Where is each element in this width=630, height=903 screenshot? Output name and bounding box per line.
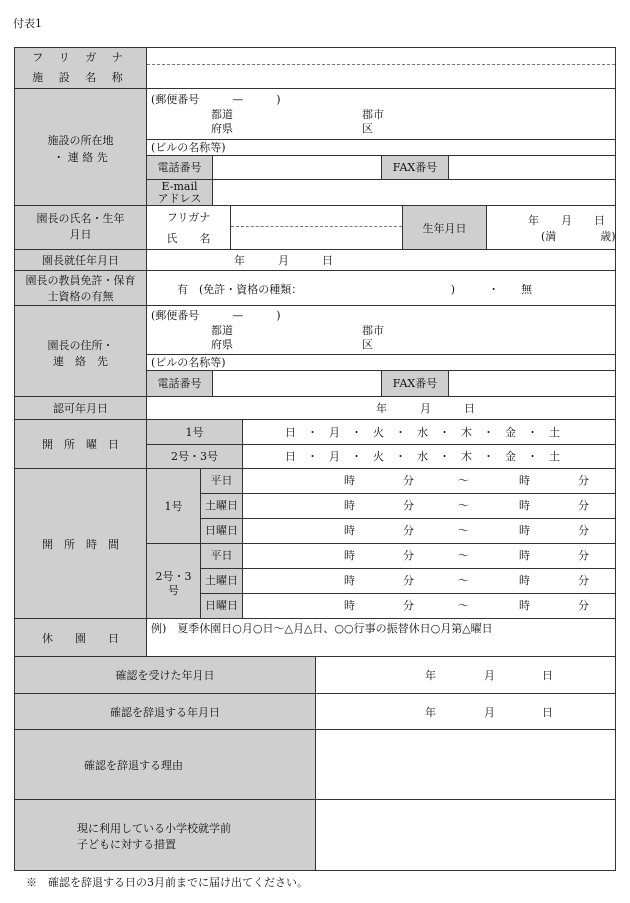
director-name-label-2: 月日: [69, 228, 92, 241]
director-birth-date: 年 月 日: [528, 214, 605, 227]
open-hours-end-minute: 分: [578, 574, 589, 587]
open-hours-end-minute: 分: [578, 474, 589, 487]
open-hours-end-minute: 分: [578, 524, 589, 537]
director-fax-label: FAX番号: [392, 377, 438, 390]
open-hours-daytype: 日曜日: [205, 599, 238, 612]
open-hours-tilde: 〜: [458, 499, 469, 512]
facility-name-field[interactable]: [146, 47, 616, 89]
attachment-label: 付表1: [13, 17, 42, 30]
facility-phone-label: 電話番号: [157, 161, 202, 174]
facility-email-label-2: アドレス: [157, 192, 202, 205]
withdraw-date-label: 確認を辞退する年月日: [110, 706, 220, 719]
facility-name-label: 施 設 名 称: [32, 71, 129, 84]
open-hours-start-minute: 分: [403, 524, 414, 537]
open-hours-end-hour: 時: [519, 574, 530, 587]
director-city-bottom: 区: [362, 338, 373, 351]
open-days-type-1: 1号: [185, 426, 204, 439]
preschool-measures-field[interactable]: [315, 799, 616, 871]
director-building-label: (ビルの名称等): [151, 356, 226, 369]
confirm-received-year: 年: [425, 669, 436, 682]
director-address-label-2: 連 絡 先: [53, 355, 108, 368]
open-hours-row-g1-1[interactable]: [242, 468, 616, 494]
confirm-received-day: 日: [542, 669, 553, 682]
withdraw-date-day: 日: [542, 706, 553, 719]
appointment-date: 年 月 日: [234, 254, 333, 267]
director-postal-code: (郵便番号 — ): [151, 309, 281, 322]
director-name-label-1: 園長の氏名・生年: [36, 212, 125, 225]
withdraw-date-field[interactable]: [315, 693, 616, 730]
open-hours-row-g2-3[interactable]: [242, 593, 616, 619]
open-hours-daytype: 土曜日: [205, 499, 238, 512]
facility-fax-label: FAX番号: [392, 161, 438, 174]
preschool-measures-label-2: 子どもに対する措置: [77, 838, 176, 851]
facility-postal-code: (郵便番号 — ): [151, 93, 281, 106]
withdraw-reason-label: 確認を辞退する理由: [84, 759, 183, 772]
open-hours-row-g2-1[interactable]: [242, 543, 616, 569]
open-hours-tilde: 〜: [458, 549, 469, 562]
open-days-weekdays-1: 日 ・ 月 ・ 火 ・ 水 ・ 木 ・ 金 ・ 土: [285, 426, 560, 439]
director-phone-field[interactable]: [212, 370, 382, 397]
open-hours-row-g1-3[interactable]: [242, 518, 616, 544]
open-hours-daytype: 土曜日: [205, 574, 238, 587]
appointment-field[interactable]: [146, 249, 616, 271]
open-hours-start-minute: 分: [403, 599, 414, 612]
facility-email-label-1: E-mail: [161, 180, 198, 193]
open-hours-end-hour: 時: [519, 499, 530, 512]
open-hours-end-hour: 時: [519, 549, 530, 562]
facility-city-bottom: 区: [362, 122, 373, 135]
open-hours-end-hour: 時: [519, 474, 530, 487]
director-birth-field[interactable]: [486, 205, 616, 250]
license-label-1: 園長の教員免許・保育: [25, 274, 136, 287]
facility-address-label-2: ・ 連 絡 先: [53, 151, 108, 164]
open-hours-row-g2-2[interactable]: [242, 568, 616, 594]
director-city-top: 郡市: [362, 324, 384, 337]
open-hours-end-minute: 分: [578, 549, 589, 562]
open-days-label: 開 所 曜 日: [42, 438, 119, 451]
director-phone-label: 電話番号: [157, 377, 202, 390]
open-hours-start-minute: 分: [403, 549, 414, 562]
open-hours-start-minute: 分: [403, 474, 414, 487]
open-hours-start-hour: 時: [344, 474, 355, 487]
director-prefecture-bottom: 府県: [211, 338, 233, 351]
open-hours-tilde: 〜: [458, 574, 469, 587]
holidays-label: 休 園 日: [42, 632, 119, 645]
open-hours-daytype: 平日: [210, 474, 233, 487]
license-value: 有 (免許・資格の種類： ) ・ 無: [177, 283, 533, 296]
director-furigana-label: フリガナ: [166, 211, 211, 224]
open-hours-start-minute: 分: [403, 499, 414, 512]
footnote: ※ 確認を辞退する日の3月前までに届け出てください。: [26, 876, 308, 889]
open-hours-group-2-label-1: 2号・3: [155, 570, 192, 583]
facility-prefecture-top: 都道: [211, 108, 233, 121]
confirm-received-month: 月: [484, 669, 495, 682]
facility-address-label-cell: [14, 88, 147, 206]
preschool-measures-label-1: 現に利用している小学校就学前: [77, 822, 231, 835]
facility-address-label-1: 施設の所在地: [47, 134, 114, 147]
approval-label: 認可年月日: [53, 402, 108, 415]
open-days-weekdays-2: 日 ・ 月 ・ 火 ・ 水 ・ 木 ・ 金 ・ 土: [285, 450, 560, 463]
director-birth-label: 生年月日: [422, 222, 467, 235]
open-hours-daytype: 日曜日: [205, 524, 238, 537]
withdraw-reason-field[interactable]: [315, 729, 616, 800]
withdraw-date-year: 年: [425, 706, 436, 719]
open-hours-tilde: 〜: [458, 524, 469, 537]
director-furigana-divider: [231, 226, 402, 227]
open-hours-tilde: 〜: [458, 599, 469, 612]
open-hours-tilde: 〜: [458, 474, 469, 487]
facility-city-top: 郡市: [362, 108, 384, 121]
furigana-label: フ リ ガ ナ: [32, 51, 129, 64]
director-address-label-1: 園長の住所・: [47, 339, 114, 352]
open-hours-group-1-label: 1号: [164, 500, 183, 513]
preschool-measures-label-cell: [14, 799, 316, 871]
open-hours-daytype: 平日: [210, 549, 233, 562]
facility-prefecture-bottom: 府県: [211, 122, 233, 135]
open-hours-start-hour: 時: [344, 499, 355, 512]
facility-email-field[interactable]: [212, 179, 616, 206]
confirm-received-field[interactable]: [315, 656, 616, 694]
license-label-2: 士資格の有無: [47, 290, 114, 303]
facility-phone-field[interactable]: [212, 155, 382, 180]
open-hours-end-minute: 分: [578, 499, 589, 512]
open-hours-start-hour: 時: [344, 524, 355, 537]
approval-date: 年 月 日: [376, 402, 475, 415]
appointment-label: 園長就任年月日: [42, 254, 119, 267]
open-hours-start-hour: 時: [344, 549, 355, 562]
director-name-field[interactable]: [230, 205, 403, 250]
facility-building-label: (ビルの名称等): [151, 141, 226, 154]
open-hours-row-g1-2[interactable]: [242, 493, 616, 519]
furigana-divider: [147, 64, 615, 65]
director-fax-field[interactable]: [448, 370, 616, 397]
open-hours-end-hour: 時: [519, 599, 530, 612]
open-hours-end-minute: 分: [578, 599, 589, 612]
holidays-example: 例) 夏季休園日○月○日〜△月△日、○○行事の振替休日○月第△曜日: [151, 622, 493, 635]
open-days-type-2: 2号・3号: [171, 450, 218, 463]
open-hours-end-hour: 時: [519, 524, 530, 537]
facility-fax-field[interactable]: [448, 155, 616, 180]
director-age: (満 歳): [541, 230, 616, 243]
director-name-sub-label: 氏 名: [166, 232, 211, 245]
open-hours-group-2-label-2: 号: [168, 584, 179, 597]
open-hours-start-hour: 時: [344, 599, 355, 612]
withdraw-date-month: 月: [484, 706, 495, 719]
confirm-received-label: 確認を受けた年月日: [115, 669, 215, 682]
director-prefecture-top: 都道: [211, 324, 233, 337]
open-hours-label: 開 所 時 間: [42, 538, 119, 551]
open-hours-start-minute: 分: [403, 574, 414, 587]
open-hours-start-hour: 時: [344, 574, 355, 587]
